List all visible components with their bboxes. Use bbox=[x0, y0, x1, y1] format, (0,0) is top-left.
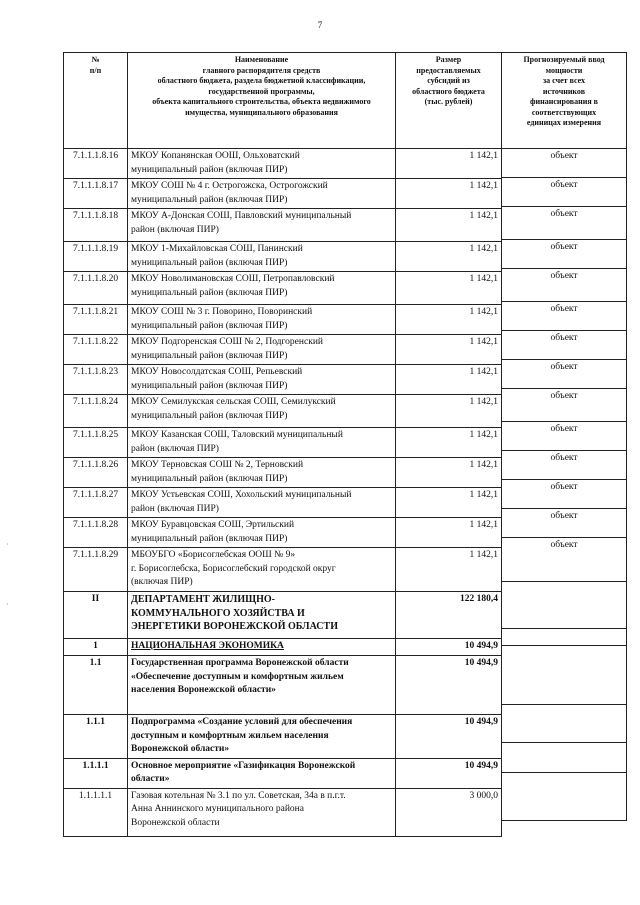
table-row bbox=[502, 149, 627, 178]
table-row bbox=[502, 207, 627, 240]
row-unit: объект bbox=[502, 451, 627, 480]
unit-table bbox=[501, 52, 627, 821]
table-row bbox=[64, 548, 502, 592]
row-subsidy: 1 142,1 bbox=[396, 488, 502, 518]
row-unit: объект bbox=[502, 269, 627, 302]
table-row bbox=[502, 743, 627, 773]
row-unit bbox=[502, 743, 627, 773]
row-number: 7.1.1.1.8.19 bbox=[64, 242, 128, 272]
table-row bbox=[502, 538, 627, 582]
table-row bbox=[502, 451, 627, 480]
row-name: МБОУБГО «Борисоглебская ООШ № 9» г. Борисоглебска, Борисоглебский городской округ (включая ПИР) bbox=[128, 548, 396, 592]
table-row bbox=[64, 715, 502, 759]
row-number: 7.1.1.1.8.17 bbox=[64, 179, 128, 209]
row-number: 7.1.1.1.8.23 bbox=[64, 365, 128, 395]
row-number: 1 bbox=[64, 639, 128, 656]
row-name: МКОУ А-Донская СОШ, Павловский муниципальный район (включая ПИР) bbox=[128, 209, 396, 242]
row-number: II bbox=[64, 592, 128, 639]
row-subsidy: 1 142,1 bbox=[396, 305, 502, 335]
row-name: ДЕПАРТАМЕНТ ЖИЛИЩНО- КОММУНАЛЬНОГО ХОЗЯЙСТВА И ЭНЕРГЕТИКИ ВОРОНЕЖСКОЙ ОБЛАСТИ bbox=[128, 592, 396, 639]
table-row bbox=[64, 149, 502, 179]
row-name: МКОУ Новосолдатская СОШ, Репьевский муниципальный район (включая ПИР) bbox=[128, 365, 396, 395]
row-unit: объект bbox=[502, 149, 627, 178]
row-subsidy: 1 142,1 bbox=[396, 149, 502, 179]
row-number: 7.1.1.1.8.20 bbox=[64, 272, 128, 305]
row-name: Газовая котельная № 3.1 по ул. Советская, 34а в п.г.т. Анна Аннинского муниципального района Воронежской области bbox=[128, 788, 396, 836]
row-unit bbox=[502, 773, 627, 821]
table-row bbox=[502, 389, 627, 422]
row-name: МКОУ Копанянская ООШ, Ольховатский муниципальный район (включая ПИР) bbox=[128, 149, 396, 179]
row-subsidy: 3 000,0 bbox=[396, 788, 502, 836]
table-row bbox=[64, 592, 502, 639]
row-unit bbox=[502, 582, 627, 629]
row-subsidy: 122 180,4 bbox=[396, 592, 502, 639]
table-row bbox=[64, 335, 502, 365]
row-name: МКОУ СОШ № 4 г. Острогожска, Острогожский муниципальный район (включая ПИР) bbox=[128, 179, 396, 209]
row-number: 7.1.1.1.8.28 bbox=[64, 518, 128, 548]
table-row bbox=[502, 240, 627, 269]
row-subsidy: 1 142,1 bbox=[396, 518, 502, 548]
row-subsidy: 1 142,1 bbox=[396, 548, 502, 592]
table-row bbox=[502, 773, 627, 821]
row-number: 1.1.1.1 bbox=[64, 758, 128, 788]
row-subsidy: 10 494,9 bbox=[396, 758, 502, 788]
row-subsidy: 10 494,9 bbox=[396, 656, 502, 715]
row-subsidy: 1 142,1 bbox=[396, 242, 502, 272]
row-number: 7.1.1.1.8.25 bbox=[64, 428, 128, 458]
row-unit: объект bbox=[502, 509, 627, 538]
table-row bbox=[502, 422, 627, 451]
row-unit: объект bbox=[502, 240, 627, 269]
row-name: МКОУ Семилукская сельская СОШ, Семилукский муниципальный район (включая ПИР) bbox=[128, 395, 396, 428]
row-subsidy: 1 142,1 bbox=[396, 395, 502, 428]
table-row bbox=[64, 488, 502, 518]
margin-mark: · bbox=[6, 540, 9, 549]
row-number: 7.1.1.1.8.26 bbox=[64, 458, 128, 488]
table-row bbox=[64, 179, 502, 209]
table-row bbox=[64, 272, 502, 305]
row-name: Подпрограмма «Создание условий для обеспечения доступным и комфортным жильем населения Воронежской области» bbox=[128, 715, 396, 759]
row-number: 7.1.1.1.8.29 bbox=[64, 548, 128, 592]
row-subsidy: 1 142,1 bbox=[396, 365, 502, 395]
row-unit: объект bbox=[502, 538, 627, 582]
row-name: МКОУ Подгоренская СОШ № 2, Подгоренский муниципальный район (включая ПИР) bbox=[128, 335, 396, 365]
row-unit: объект bbox=[502, 207, 627, 240]
margin-mark: · bbox=[6, 600, 9, 609]
table-row bbox=[64, 395, 502, 428]
row-subsidy: 1 142,1 bbox=[396, 179, 502, 209]
row-number: 7.1.1.1.8.22 bbox=[64, 335, 128, 365]
table-row bbox=[502, 646, 627, 705]
row-number: 1.1.1 bbox=[64, 715, 128, 759]
header-unit: Прогнозируемый ввод мощности за счет всех источников финансирования в соответствующих единицах измерения bbox=[502, 53, 627, 149]
row-name: МКОУ Новолимановская СОШ, Петропавловский муниципальный район (включая ПИР) bbox=[128, 272, 396, 305]
header-num: № п/п bbox=[64, 53, 128, 149]
row-number: 7.1.1.1.8.18 bbox=[64, 209, 128, 242]
table-header-row bbox=[64, 53, 502, 149]
table-row bbox=[64, 428, 502, 458]
row-unit bbox=[502, 629, 627, 646]
row-name: МКОУ 1-Михайловская СОШ, Панинский муниципальный район (включая ПИР) bbox=[128, 242, 396, 272]
row-number: 1.1.1.1.1 bbox=[64, 788, 128, 836]
table-row bbox=[64, 758, 502, 788]
row-unit: объект bbox=[502, 422, 627, 451]
row-unit: объект bbox=[502, 302, 627, 331]
row-number: 7.1.1.1.8.24 bbox=[64, 395, 128, 428]
subsidy-table bbox=[63, 52, 502, 837]
row-unit: объект bbox=[502, 331, 627, 360]
table-header-row bbox=[502, 53, 627, 149]
row-unit: объект bbox=[502, 389, 627, 422]
row-name: НАЦИОНАЛЬНАЯ ЭКОНОМИКА bbox=[128, 639, 396, 656]
row-number: 7.1.1.1.8.16 bbox=[64, 149, 128, 179]
row-subsidy: 10 494,9 bbox=[396, 639, 502, 656]
table-row bbox=[502, 178, 627, 207]
row-name: МКОУ Устьевская СОШ, Хохольский муниципальный район (включая ПИР) bbox=[128, 488, 396, 518]
table-row bbox=[64, 365, 502, 395]
table-row bbox=[502, 269, 627, 302]
row-name: МКОУ Терновская СОШ № 2, Терновский муниципальный район (включая ПИР) bbox=[128, 458, 396, 488]
table-row bbox=[64, 305, 502, 335]
row-subsidy: 1 142,1 bbox=[396, 458, 502, 488]
row-unit bbox=[502, 705, 627, 743]
row-number: 7.1.1.1.8.21 bbox=[64, 305, 128, 335]
table-row bbox=[502, 705, 627, 743]
row-name: Основное мероприятие «Газификация Воронежской области» bbox=[128, 758, 396, 788]
table-row bbox=[502, 331, 627, 360]
row-number: 7.1.1.1.8.27 bbox=[64, 488, 128, 518]
table-row bbox=[64, 656, 502, 715]
row-name: МКОУ Казанская СОШ, Таловский муниципальный район (включая ПИР) bbox=[128, 428, 396, 458]
table-row bbox=[64, 209, 502, 242]
table-row bbox=[64, 788, 502, 836]
table-row bbox=[64, 639, 502, 656]
row-number: 1.1 bbox=[64, 656, 128, 715]
table-row bbox=[502, 629, 627, 646]
table-row bbox=[64, 242, 502, 272]
row-name: МКОУ СОШ № 3 г. Поворино, Поворинский муниципальный район (включая ПИР) bbox=[128, 305, 396, 335]
table-row bbox=[502, 582, 627, 629]
row-subsidy: 10 494,9 bbox=[396, 715, 502, 759]
row-subsidy: 1 142,1 bbox=[396, 335, 502, 365]
table-row bbox=[502, 302, 627, 331]
table-row bbox=[64, 518, 502, 548]
row-unit: объект bbox=[502, 178, 627, 207]
row-subsidy: 1 142,1 bbox=[396, 272, 502, 305]
table-row bbox=[502, 509, 627, 538]
row-unit: объект bbox=[502, 480, 627, 509]
row-name: Государственная программа Воронежской области «Обеспечение доступным и комфортным жильем населения Воронежской области» bbox=[128, 656, 396, 715]
header-sum: Размер предоставляемых субсидий из областного бюджета (тыс. рублей) bbox=[396, 53, 502, 149]
table-row bbox=[64, 458, 502, 488]
table-row bbox=[502, 480, 627, 509]
row-unit: объект bbox=[502, 360, 627, 389]
table-row bbox=[502, 360, 627, 389]
row-unit bbox=[502, 646, 627, 705]
row-subsidy: 1 142,1 bbox=[396, 209, 502, 242]
row-name: МКОУ Буравцовская СОШ, Эртильский муниципальный район (включая ПИР) bbox=[128, 518, 396, 548]
row-subsidy: 1 142,1 bbox=[396, 428, 502, 458]
header-name: Наименование главного распорядителя средств областного бюджета, раздела бюджетной классификации, государственной программы, объекта капитального строительства, объекта недвижимого имущества, муниципального образования bbox=[128, 53, 396, 149]
page-number: 7 bbox=[317, 20, 323, 30]
